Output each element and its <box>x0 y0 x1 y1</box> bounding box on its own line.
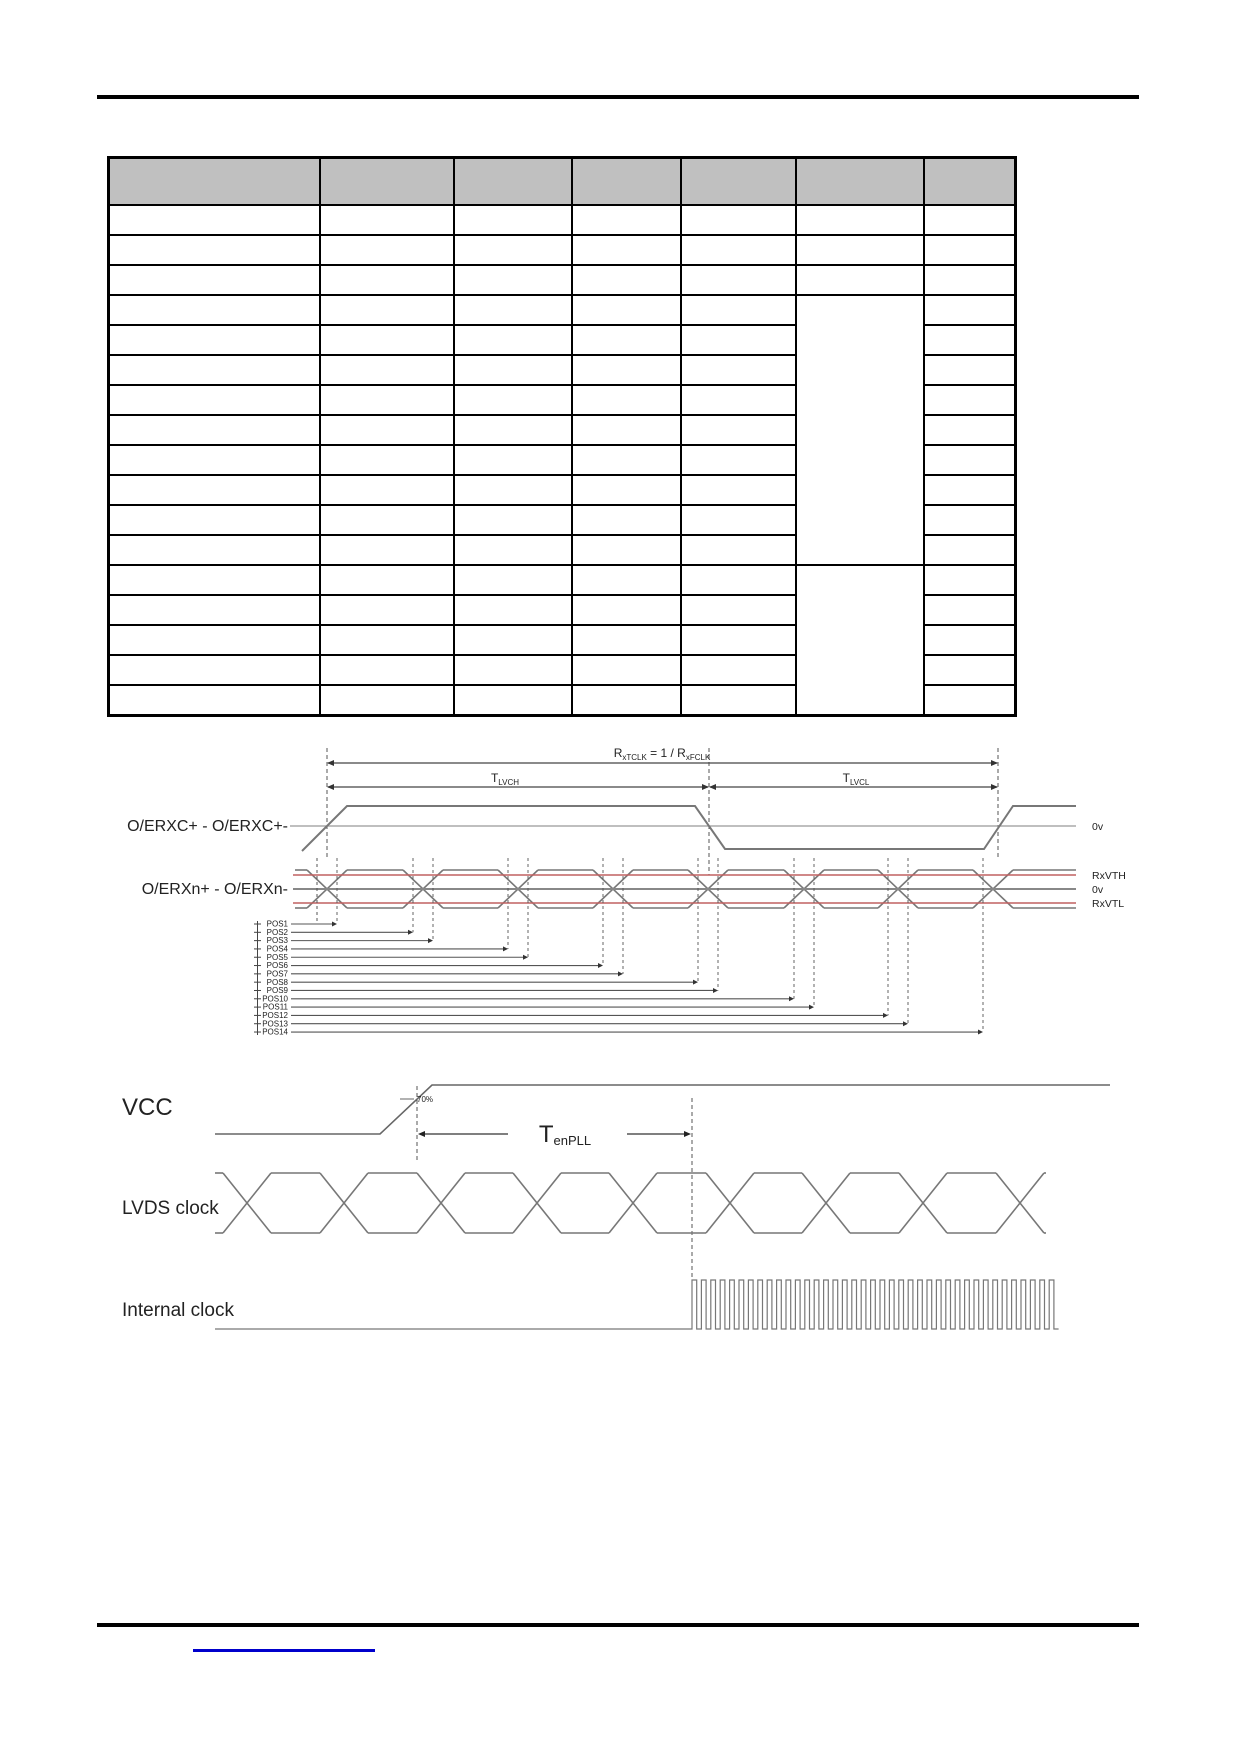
table-cell <box>454 565 572 595</box>
lvds-clock-waveform <box>215 1173 1046 1233</box>
tenpll-label: TenPLL <box>538 1121 592 1148</box>
table-cell <box>320 595 454 625</box>
table-cell <box>454 385 572 415</box>
header-cell <box>109 158 320 206</box>
table-cell <box>320 355 454 385</box>
table-cell <box>572 325 681 355</box>
pos-label: POS5 <box>266 952 288 962</box>
table-cell <box>924 265 1016 295</box>
vcc-label: VCC <box>122 1094 173 1121</box>
arrowhead <box>809 1005 814 1010</box>
pos-label: POS14 <box>262 1027 288 1037</box>
table-cell <box>109 475 320 505</box>
header-cell <box>572 158 681 206</box>
table-cell <box>572 595 681 625</box>
table-cell <box>320 655 454 685</box>
header-cell <box>681 158 796 206</box>
table-cell <box>109 595 320 625</box>
table-cell <box>454 355 572 385</box>
table-cell <box>681 445 796 475</box>
lvds-clock-label: LVDS clock <box>122 1198 219 1219</box>
table-cell <box>109 415 320 445</box>
pos-label: POS9 <box>266 986 288 996</box>
receiver-timing-diagram <box>90 730 1150 1050</box>
pos-label: POS12 <box>262 1011 288 1021</box>
table-cell <box>924 535 1016 565</box>
table-cell <box>572 205 681 235</box>
table-cell <box>454 475 572 505</box>
internal-clock-label: Internal clock <box>122 1300 234 1321</box>
table-cell <box>454 625 572 655</box>
table-cell <box>924 505 1016 535</box>
table-cell <box>572 535 681 565</box>
table-cell <box>924 625 1016 655</box>
table-cell <box>109 535 320 565</box>
rx-vth-label: RxVTH <box>1092 870 1126 882</box>
table-cell <box>681 265 796 295</box>
table-cell <box>681 295 796 325</box>
arrowhead <box>428 938 433 943</box>
table-cell <box>109 265 320 295</box>
seventy-percent-label: 70% <box>417 1095 434 1104</box>
table-cell <box>454 265 572 295</box>
arrowhead <box>991 760 998 766</box>
arrowhead <box>991 784 998 790</box>
table-cell <box>681 385 796 415</box>
table-cell <box>681 685 796 716</box>
table-cell <box>320 535 454 565</box>
table-cell <box>572 265 681 295</box>
table-cell <box>796 565 924 716</box>
diagram1-group <box>127 746 1126 1037</box>
table-cell <box>320 385 454 415</box>
table-cell <box>681 505 796 535</box>
table-cell <box>924 415 1016 445</box>
table-cell <box>924 325 1016 355</box>
table-cell <box>796 265 924 295</box>
table-cell <box>320 325 454 355</box>
table-cell <box>572 385 681 415</box>
table-cell <box>109 385 320 415</box>
header-cell <box>320 158 454 206</box>
clock-signal-label: O/ERXC+ - O/ERXC+- <box>127 818 288 835</box>
table-cell <box>109 625 320 655</box>
table-cell <box>796 235 924 265</box>
header-cell <box>796 158 924 206</box>
arrowhead <box>408 930 413 935</box>
table-cell <box>320 415 454 445</box>
table-cell <box>320 685 454 716</box>
clock-waveform <box>302 806 1076 851</box>
table-cell <box>320 205 454 235</box>
arrowhead <box>709 784 716 790</box>
table-cell <box>924 685 1016 716</box>
table-cell <box>320 235 454 265</box>
tlvcl-label: $T_{LVCL}$ <box>842 771 870 787</box>
table-cell <box>454 235 572 265</box>
table-cell <box>572 685 681 716</box>
bottom-rule <box>97 1623 1139 1627</box>
table-cell <box>454 415 572 445</box>
table-cell <box>796 205 924 235</box>
table-cell <box>681 235 796 265</box>
table-cell <box>320 505 454 535</box>
table-cell <box>320 445 454 475</box>
pos-label: POS11 <box>262 1002 288 1012</box>
footer-link[interactable] <box>193 1649 375 1652</box>
table-cell <box>681 325 796 355</box>
table-cell <box>681 625 796 655</box>
arrowhead <box>693 980 698 985</box>
table-cell <box>454 535 572 565</box>
table-cell <box>454 685 572 716</box>
table-cell <box>454 445 572 475</box>
arrowhead <box>702 784 709 790</box>
data-zero-volt-label: 0v <box>1092 884 1104 896</box>
table-cell <box>924 445 1016 475</box>
table-cell <box>924 655 1016 685</box>
table-cell <box>320 625 454 655</box>
table-cell <box>454 205 572 235</box>
pos-label: POS10 <box>262 994 288 1004</box>
arrowhead <box>684 1131 691 1137</box>
pll-enable-timing-diagram <box>90 1060 1150 1350</box>
internal-clock-waveform <box>215 1280 1059 1329</box>
table-cell <box>109 445 320 475</box>
table-cell <box>681 205 796 235</box>
table-cell <box>572 625 681 655</box>
spec-table <box>107 156 1017 717</box>
arrowhead <box>903 1021 908 1026</box>
pos-label: POS8 <box>266 977 288 987</box>
table-cell <box>681 355 796 385</box>
table-cell <box>109 325 320 355</box>
table-cell <box>681 415 796 445</box>
rx-vtl-label: RxVTL <box>1092 898 1125 910</box>
arrowhead <box>503 946 508 951</box>
table-cell <box>572 565 681 595</box>
table-cell <box>109 205 320 235</box>
table-cell <box>924 205 1016 235</box>
table-cell <box>572 295 681 325</box>
arrowhead <box>332 922 337 927</box>
table-cell <box>109 355 320 385</box>
table-cell <box>681 535 796 565</box>
arrowhead <box>418 1131 425 1137</box>
table-cell <box>681 595 796 625</box>
top-rule <box>97 95 1139 99</box>
arrowhead <box>327 760 334 766</box>
arrowhead <box>713 988 718 993</box>
table-cell <box>109 565 320 595</box>
pos-label: POS3 <box>266 936 288 946</box>
rxtclk-period-label: $R_{xTCLK} = 1 / R_{xFCLK}$ <box>613 746 711 762</box>
table-cell <box>454 655 572 685</box>
table-cell <box>320 265 454 295</box>
pos-label: POS7 <box>266 969 288 979</box>
table-cell <box>924 385 1016 415</box>
table-cell <box>924 565 1016 595</box>
arrowhead <box>978 1030 983 1035</box>
arrowhead <box>598 963 603 968</box>
table-cell <box>796 295 924 565</box>
table-cell <box>924 235 1016 265</box>
pos-label: POS6 <box>266 961 288 971</box>
header-cell <box>454 158 572 206</box>
table-cell <box>572 445 681 475</box>
table-cell <box>320 565 454 595</box>
table-cell <box>109 235 320 265</box>
arrowhead <box>883 1013 888 1018</box>
table-cell <box>109 685 320 716</box>
table-cell <box>572 415 681 445</box>
table-cell <box>109 655 320 685</box>
table-cell <box>572 235 681 265</box>
table-cell <box>454 325 572 355</box>
table-cell <box>572 475 681 505</box>
table-cell <box>924 355 1016 385</box>
table-cell <box>924 475 1016 505</box>
table-cell <box>109 295 320 325</box>
vcc-waveform <box>215 1085 1110 1134</box>
table-cell <box>454 595 572 625</box>
data-signal-label: O/ERXn+ - O/ERXn- <box>141 881 288 898</box>
table-cell <box>924 295 1016 325</box>
table-cell <box>572 355 681 385</box>
table-cell <box>681 655 796 685</box>
table-cell <box>681 565 796 595</box>
table-cell <box>109 505 320 535</box>
arrowhead <box>523 955 528 960</box>
rxtclk-period-arrow <box>327 760 998 766</box>
arrowhead <box>327 784 334 790</box>
pos-label: POS2 <box>266 927 288 937</box>
tlvch-label: $T_{LVCH}$ <box>490 771 520 787</box>
table-cell <box>681 475 796 505</box>
pos-label: POS1 <box>266 919 288 929</box>
table-cell <box>572 505 681 535</box>
table-cell <box>572 655 681 685</box>
arrowhead <box>789 996 794 1001</box>
pos-label: POS13 <box>262 1019 288 1029</box>
diagram2-group <box>122 1085 1110 1329</box>
clock-zero-volt-label: 0v <box>1092 821 1104 833</box>
table-cell <box>454 295 572 325</box>
table-cell <box>320 475 454 505</box>
table-cell <box>454 505 572 535</box>
header-cell <box>924 158 1016 206</box>
table-cell <box>924 595 1016 625</box>
arrowhead <box>618 971 623 976</box>
table-cell <box>320 295 454 325</box>
pos-label: POS4 <box>266 944 288 954</box>
